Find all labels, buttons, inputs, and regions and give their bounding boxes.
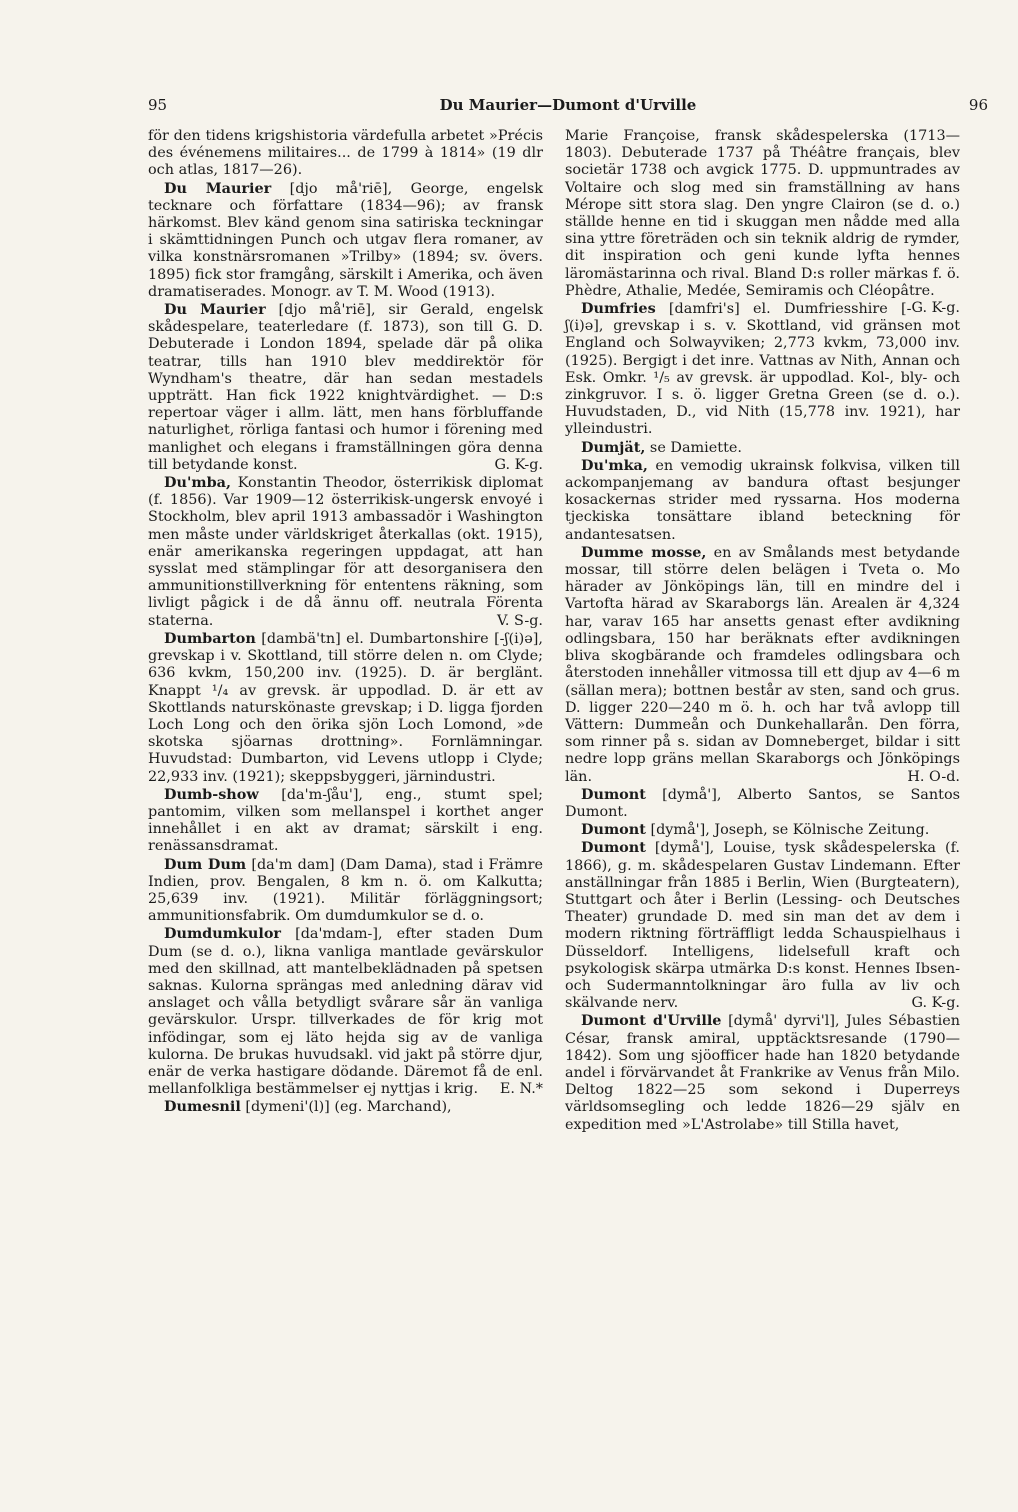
- entry: [148, 925, 543, 1098]
- right-column: [565, 128, 960, 1134]
- headword: Dum Dum: [164, 855, 247, 873]
- entry-text: Konstantin Theodor, österrikisk diplomat (f. 1856). Var 1909—12 österrikisk-ungersk envoyé i Stockholm, blev april 1913 ambassadör i Washington men måste under världskriget återkallas (okt. 1915), enär amerikanska regeringen uppdagat, att han sysslat med stämplingar för att desorganisera den ammunitionstillverkning för ententens räkning, som livligt pågick i de då ännu off. neutrala Förenta staterna.: [148, 475, 543, 629]
- entry-text: [dymå'], Joseph, se Kölnische Zeitung.: [645, 822, 930, 839]
- entry: [148, 630, 543, 786]
- entry-text: [djo må'riē], sir Gerald, engelsk skådespelare, teaterledare (f. 1873), son till G. D. Debuterade i London 1894, spelade där på olika teatrar, tills han 1910 blev meddirektör för Wyndham's theatre, där han sedan mestadels uppträtt. Han fick 1922 knightvärdighet. — D:s repertoar väger i allm. lätt, men hans förbluffande naturlighet, rörliga fantasi och humor i förening med manlighet och elegans i framställningen göra denna till betydande konst.: [148, 302, 543, 473]
- headword: Dumdumkulor: [164, 925, 282, 943]
- entry: [148, 1098, 543, 1116]
- author-signature: V. S-g.: [496, 612, 543, 629]
- entry-text: [da'mdam-], efter staden Dum Dum (se d. o.), likna vanliga mantlade gevärskulor med den skillnad, att mantelbeklädnaden på spetsen saknas. Kulorna sprängas med anledning därav vid anslaget och vålla betydligt svårare sår än vanliga gevärskulor. Urspr. tillverkades de för krig mot infödingar, som ej läto hejda sig av de vanliga kulorna. De brukas huvudsakl. vid jakt på större djur, enär de verka hastigare dödande. Däremot få de enl. mellanfolkliga bestämmelser ej nyttjas i krig.: [148, 926, 543, 1098]
- entry: [148, 301, 543, 474]
- entry-text: Marie Françoise, fransk skådespelerska (1713—1803). Debuterade 1737 på Théâtre français, blev societär 1738 och avgick 1775. D. uppmuntrades av Voltaire och slog med sin framställning av hans Mérope sitt stora slag. Den yngre Clairon (se d. o.) ställde henne en tid i skuggan men nådde med alla sina yttre företräden och sin teknik aldrig de rymder, dit inspiration och geni kunde lyfta hennes läromästarinna och rival. Bland D:s roller märkas f. ö. Phèdre, Athalie, Medée, Semiramis och Cléopâtre.: [565, 128, 960, 299]
- entry: [565, 821, 960, 839]
- headword: Dumesnil: [164, 1098, 241, 1116]
- entry: [148, 856, 543, 926]
- entry-text: en av Smålands mest betydande mossar, till större delen belägen i Tveta o. Mo härader av Jönköpings län, till en mindre del i Vartofta härad av Skaraborgs län. Arealen är 4,324 har, varav 165 har ansetts genast efter avdikning odlingsbara, 150 har beräknats efter avdikningen bliva skogbärande och framdeles odlingsbara och återstoden innehåller vitmossa till ett djup av 4—6 m (sällan mera); bottnen består av sten, sand och grus. D. ligger 220—240 m ö. h. och har två avlopp till Vättern: Dummeån och Dunkehallarån. Den förra, som rinner på s. sidan av Domneberget, bildar i sitt nedre lopp gräns mellan Skaraborgs och Jönköpings län.: [565, 544, 960, 785]
- entry-text: [damfri's] el. Dumfriesshire [-ʃ(i)ə], grevskap i s. v. Skottland, vid gränsen mot England och Solwayviken; 2,773 kvkm, 73,000 inv. (1925). Bergigt i det inre. Vattnas av Nith, Annan och Esk. Omkr. ¹/₅ av grevsk. är uppodlad. Kol-, bly- och zinkgruvor. I s. ö. ligger Gretna Green (se d. o.). Huvudstaden, D., vid Nith (15,778 inv. 1921), har ylleindustri.: [565, 301, 960, 438]
- headword: Dumme mosse,: [581, 543, 707, 561]
- author-signature: H. O-d.: [907, 768, 960, 785]
- left-column: [148, 128, 543, 1117]
- headword: Dumfries: [581, 300, 656, 318]
- entry: [565, 457, 960, 544]
- entry-text: [dymå'], Louise, tysk skådespelerska (f. 1866), g. m. skådespelaren Gustav Lindemann. Efter anställningar från 1885 i Berlin, Wien (Burgteatern), Stuttgart och åter i Berlin (Lessing- och Deutsches Theater) grundade D. med sin man det av dem i modern riktning förträffligt ledda Schauspielhaus i Düsseldorf. Intelligens, lidelsefull kraft och psykologisk skärpa utmärka D:s konst. Hennes Ibsen- och Sudermanntolkningar äro fulla av liv och skälvande nerv.: [565, 840, 960, 1012]
- entry: [148, 128, 543, 180]
- headword: Du Maurier: [164, 301, 266, 319]
- entry-text: [dymeni'(l)] (eg. Marchand),: [240, 1099, 452, 1116]
- right-page-number: 96: [968, 96, 988, 114]
- headword: Dumjät,: [581, 438, 646, 456]
- entry: [565, 839, 960, 1012]
- entry: [565, 1012, 960, 1133]
- headword: Dumont: [581, 785, 646, 803]
- entry: [148, 786, 543, 856]
- headword: Dumont: [581, 839, 646, 857]
- entry: [565, 786, 960, 821]
- entry-text: [da'm dam] (Dam Dama), stad i Främre Indien, prov. Bengalen, 8 km n. ö. om Kalkutta; 25,639 inv. (1921). Militär förläggningsort; ammunitionsfabrik. Om dumdumkulor se d. o.: [148, 856, 543, 925]
- header-title: Du Maurier—Dumont d'Urville: [439, 96, 697, 114]
- entry-text: [da'm-ʃåu'], eng., stumt spel; pantomim, vilken som mellanspel i korthet anger innehållet i en akt av dramat; särskilt i eng. renässansdramat.: [148, 786, 543, 855]
- entry: [565, 544, 960, 786]
- entry: [565, 439, 960, 457]
- author-signature: E. N.*: [499, 1081, 543, 1098]
- entry-text: [dymå' dyrvi'l], Jules Sébastien César, fransk amiral, upptäcktsresande (1790—1842). Som ung sjöofficer hade han 1820 betydande andel i förvärvandet åt Frankrike av Venus från Milo. Deltog 1822—25 som sekond i Duperreys världsomsegling och ledde 1826—29 själv en expedition med »L'Astrolabe» till Stilla havet,: [565, 1013, 961, 1133]
- headword: Dumb-show: [164, 785, 259, 803]
- entry-text: för den tidens krigshistoria värdefulla arbetet »Précis des événemens militaires... de 1799 à 1814» (19 dlr och atlas, 1817—26).: [148, 128, 543, 179]
- author-signature: G. K-g.: [911, 300, 960, 317]
- left-page-number: 95: [148, 96, 168, 114]
- entry: [565, 300, 960, 439]
- headword: Du'mka,: [581, 456, 648, 474]
- headword: Dumont: [581, 821, 646, 839]
- headword: Du'mba,: [164, 474, 231, 492]
- headword: Du Maurier: [164, 179, 272, 197]
- running-header: [148, 96, 988, 118]
- author-signature: G. K-g.: [911, 995, 960, 1012]
- entry-text: se Damiette.: [645, 439, 742, 456]
- entry: [148, 474, 543, 630]
- headword: Dumbarton: [164, 629, 256, 647]
- headword: Dumont d'Urville: [581, 1012, 722, 1030]
- author-signature: G. K-g.: [494, 456, 543, 473]
- entry-text: [dymå'], Alberto Santos, se Santos Dumont.: [565, 786, 960, 820]
- entry-text: [dambä'tn] el. Dumbartonshire [-ʃ(i)ə], grevskap i v. Skottland, till större delen n. om Clyde; 636 kvkm, 150,200 inv. (1925). D. är berglänt. Knappt ¹/₄ av grevsk. är uppodlad. D. är ett av Skottlands naturskönaste grevskap; i D. ligga fjorden Loch Long och den örika sjön Loch Lomond, »de skotska sjöarnas drottning». Fornlämningar. Huvudstad: Dumbarton, vid Levens utlopp i Clyde; 22,933 inv. (1921); skeppsbyggeri, järnindustri.: [148, 630, 543, 785]
- entry: [148, 180, 543, 301]
- entry-text: en vemodig ukrainsk folkvisa, vilken till ackompanjemang av bandura oftast besjunger kosackernas strider med ryssarna. Hos moderna tjeckiska tonsättare ibland beteckning för andantesatsen.: [565, 457, 960, 543]
- entry-text: [djo må'riē], George, engelsk tecknare och författare (1834—96); av fransk härkomst. Blev känd genom sina satiriska teckningar i skämttidningen Punch och utgav flera romaner, av vilka konstnärsromanen »Trilby» (1894; sv. övers. 1895) fick stor framgång, särskilt i Amerika, och även dramatiserades. Monogr. av T. M. Wood (1913).: [148, 180, 543, 300]
